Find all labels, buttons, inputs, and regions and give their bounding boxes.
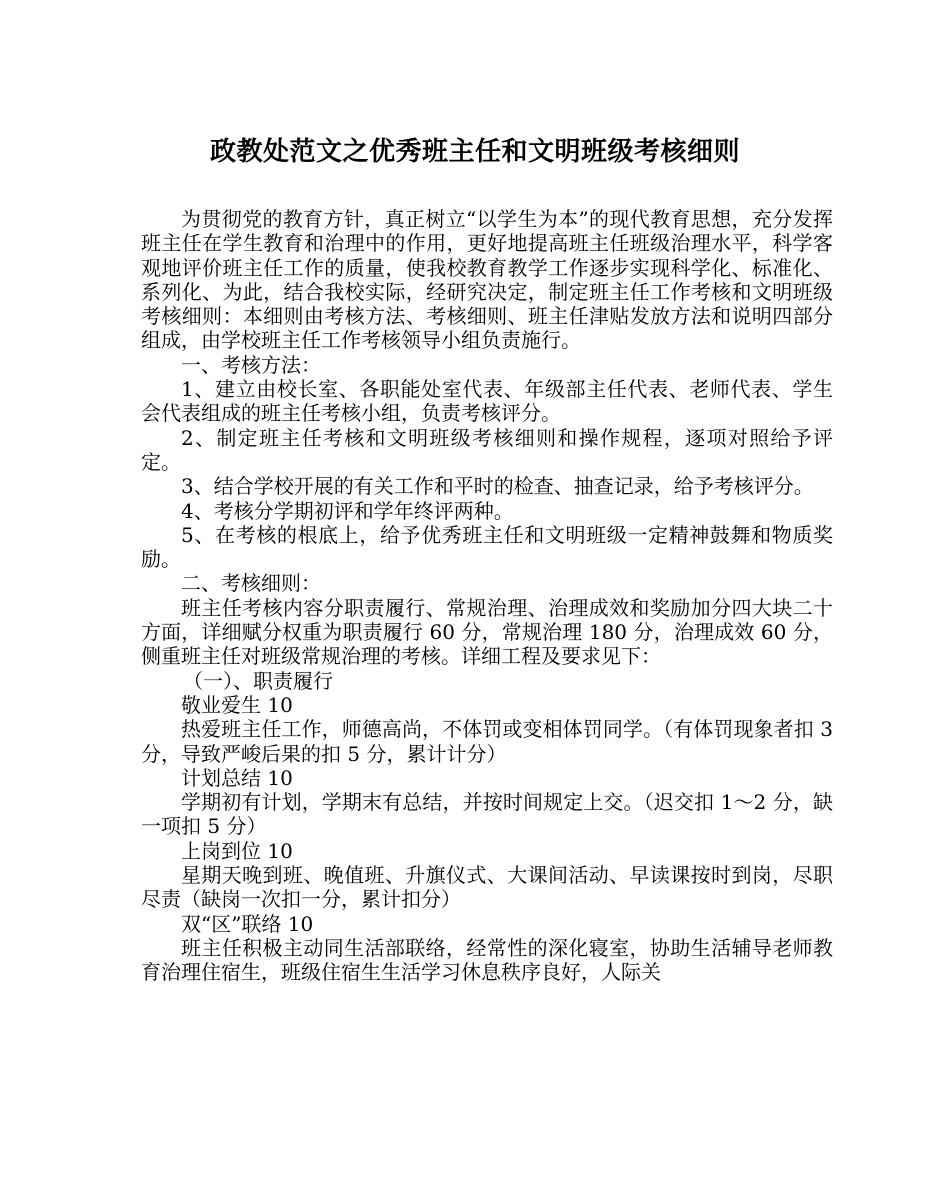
intro-paragraph: 为贯彻党的教育方针，真正树立“以学生为本”的现代教育思想，充分发挥班主任在学生教育和治理中的作用，更好地提高班主任班级治理水平，科学客观地评价班主任工作的质量，使我校教育教学工作逐步实现科学化、标准化、系列化、为此，结合我校实际，经研究决定，制定班主任工作考核和文明班级考核细则：本细则由考核方法、考核细则、班主任津贴发放方法和说明四部分组成，由学校班主任工作考核领导小组负责施行。	[141, 207, 833, 353]
paragraph: 1、建立由校长室、各职能处室代表、年级部主任代表、老师代表、学生会代表组成的班主任考核小组，负责考核评分。	[141, 377, 833, 426]
item-heading: 双“区”联络 10	[181, 911, 314, 936]
paragraph: 星期天晚到班、晚值班、升旗仪式、大课间活动、早读课按时到岗，尽职尽责（缺岗一次扣一分，累计扣分）	[141, 863, 833, 912]
item-heading: 计划总结 10	[181, 765, 293, 790]
section-heading: 二、考核细则：	[181, 571, 321, 596]
section-heading: 一、考核方法：	[181, 352, 321, 377]
paragraph: 班主任考核内容分职责履行、常规治理、治理成效和奖励加分四大块二十方面，详细赋分权重为职责履行 60 分，常规治理 180 分，治理成效 60 分，侧重班主任对班级常规治理的考核。详细工程及要求见下：	[141, 595, 833, 669]
subsection-heading: （一）、职责履行	[183, 668, 333, 693]
item-heading: 上岗到位 10	[181, 838, 293, 863]
paragraph: 4、考核分学期初评和学年终评两种。	[181, 498, 514, 523]
paragraph: 班主任积极主动同生活部联络，经常性的深化寝室，协助生活辅导老师教育治理住宿生，班级住宿生生活学习休息秩序良好，人际关	[141, 935, 833, 985]
item-heading: 敬业爱生 10	[181, 692, 293, 717]
paragraph: 3、结合学校开展的有关工作和平时的检查、抽查记录，给予考核评分。	[181, 474, 814, 499]
document-title: 政教处范文之优秀班主任和文明班级考核细则	[209, 137, 740, 167]
paragraph: 5、在考核的根底上，给予优秀班主任和文明班级一定精神鼓舞和物质奖励。	[141, 522, 833, 572]
paragraph: 热爱班主任工作，师德高尚，不体罚或变相体罚同学。（有体罚现象者扣 3 分，导致严峻后果的扣 5 分，累计计分）	[141, 717, 833, 766]
paragraph: 学期初有计划，学期末有总结，并按时间规定上交。（迟交扣 1～2 分，缺一项扣 5 分）	[141, 790, 833, 839]
paragraph: 2、制定班主任考核和文明班级考核细则和操作规程，逐项对照给予评定。	[141, 425, 833, 474]
document-body	[141, 207, 833, 985]
